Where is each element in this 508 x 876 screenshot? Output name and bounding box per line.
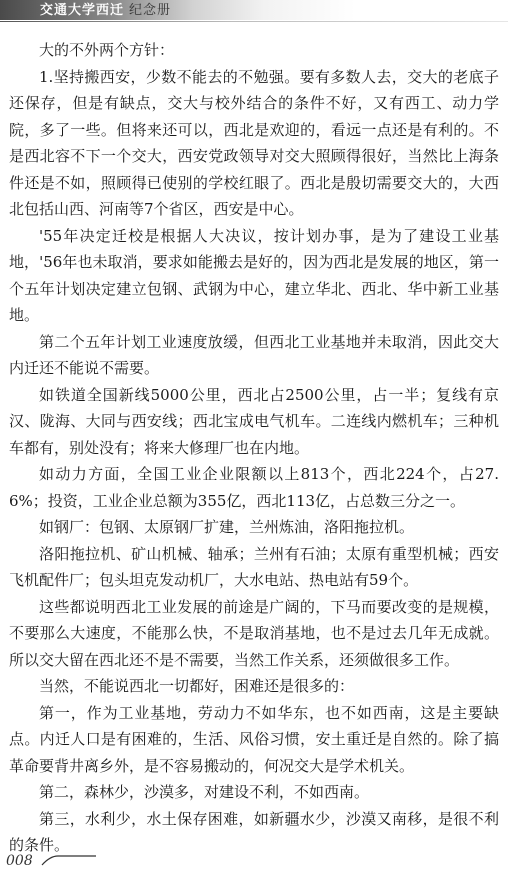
page-footer <box>6 852 206 872</box>
running-title <box>40 2 171 19</box>
page-header <box>0 0 508 22</box>
book-title: 交通大学西迁 <box>40 3 125 18</box>
paragraph: 如钢厂：包钢、太原钢厂扩建，兰州炼油，洛阳拖拉机。 <box>39 518 415 536</box>
body-text <box>9 37 499 859</box>
paragraph: 1.坚持搬西安，少数不能去的不勉强。要有多数人去，交大的老底子还保存，但是有缺点，交大与校外结合的条件不好，又有西工、动力学院，多了一些。但将来还可以，西北是欢迎的，看远一点还是有利的。不是西北容不下一个交大，西安党政领导对交大照顾得很好，当然比上海条件还是不如，照顾得已使别的学校红眼了。西北是殷切需要交大的，大西北包括山西、河南等7个省区，西安是中心。 <box>9 67 499 218</box>
paragraph: 洛阳拖拉机、矿山机械、轴承；兰州有石油；太原有重型机械；西安飞机配件厂；包头坦克发动机厂，大水电站、热电站有59个。 <box>9 544 499 589</box>
paragraph: 如铁道全国新线5000公里，西北占2500公里，占一半；复线有京汉、陇海、大同与西安线；西北宝成电气机车。二连线内燃机车；三种机车都有，别处没有；将来大修理厂也在内地。 <box>9 385 499 457</box>
paragraph: 第三，水利少，水土保存困难，如新疆水少，沙漠又南移，是很不利的条件。 <box>9 809 499 854</box>
paragraph: 第二，森林少，沙漠多，对建设不利，不如西南。 <box>39 783 370 801</box>
paragraph: 第一，作为工业基地，劳动力不如华东，也不如西南，这是主要缺点。内迁人口是有困难的，生活、风俗习惯，安土重迁是自然的。除了搞革命要背井离乡外，是不容易搬动的，何况交大是学术机关。 <box>9 703 499 775</box>
paragraph: 这些都说明西北工业发展的前途是广阔的，下马而要改变的是规模，不要那么大速度，不能那么快，不是取消基地，也不是过去几年无成就。所以交大留在西北还不是不需要，当然工作关系，还须做很多工作。 <box>9 597 499 669</box>
paragraph: 当然，不能说西北一切都好，困难还是很多的： <box>39 677 355 695</box>
header-rule <box>0 21 508 22</box>
paragraph: 如动力方面，全国工业企业限额以上813个，西北224个，占27.6%；投资，工业企业总额为355亿，西北113亿，占总数三分之一。 <box>9 465 499 510</box>
footer-swoosh-rule <box>40 854 96 866</box>
book-subtitle: 纪念册 <box>129 3 172 18</box>
paragraph: '55年决定迁校是根据人大决议，按计划办事，是为了建设工业基地，'56年也未取消，要求如能搬去是好的，因为西北是发展的地区，第一个五年计划决定建立包钢、武钢为中心，建立华北、西北、华中新工业基地。 <box>9 226 499 324</box>
paragraph: 大的不外两个方针： <box>39 41 175 59</box>
paragraph: 第二个五年计划工业速度放缓，但西北工业基地并未取消，因此交大内迁还不能说不需要。 <box>9 332 499 377</box>
page-number: 008 <box>6 853 33 869</box>
